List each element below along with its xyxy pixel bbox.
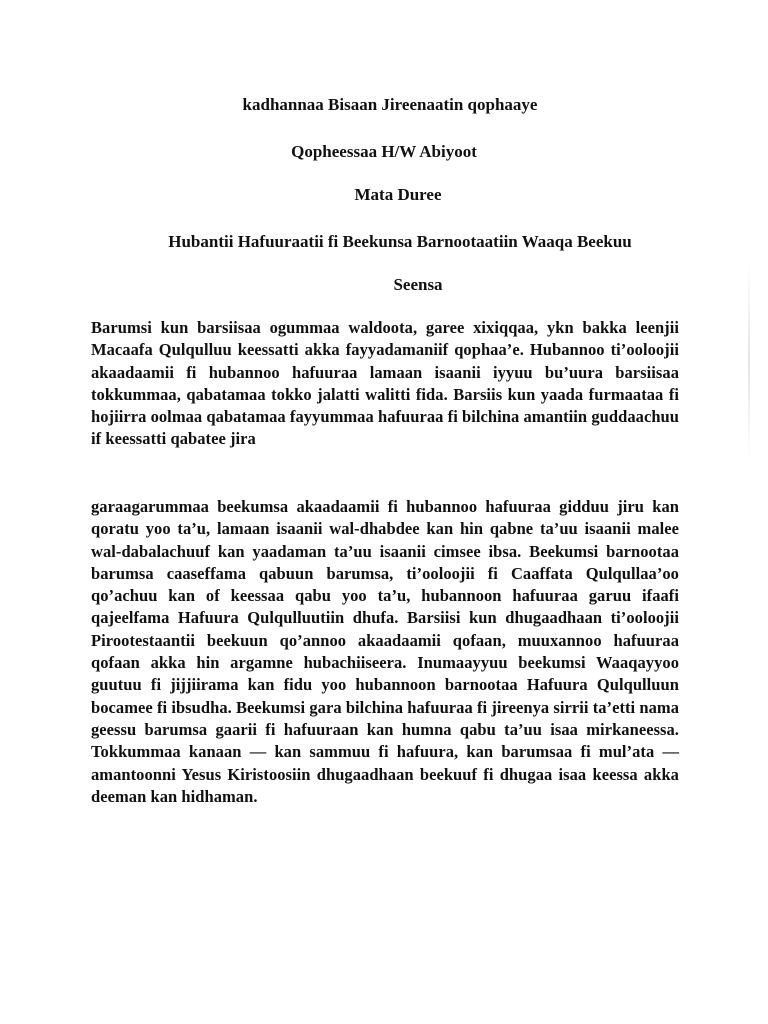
- subject-line: Hubantii Hafuuraatii fi Beekunsa Barnootaatiin Waaqa Beekuu: [168, 232, 632, 251]
- page-edge-shadow: [748, 262, 750, 462]
- body-paragraph-intro: Barumsi kun barsiisaa ogummaa waldoota, garee xixiqqaa, ykn bakka leenjii Macaafa Qulqulluu keessatti akka fayyadamaniif qophaa’e. Hubannoo ti’ooloojii akaadaamii fi hubannoo hafuuraa lamaan isaanii iyyuu bu’uura barsiisaa tokkummaa, qabatamaa tokko jalatti walitti fida. Barsiis kun yaada furmaataa fi hojiirra oolmaa qabatamaa fayyummaa hafuuraa fi bilchina amantiin guddaachuu if keessatti qabatee jira: [91, 318, 679, 449]
- author-line: Qopheessaa H/W Abiyoot: [291, 142, 477, 161]
- document-title: kadhannaa Bisaan Jireenaatin qophaaye: [242, 95, 538, 114]
- section-heading: Seensa: [393, 275, 443, 294]
- body-paragraph-main: garaagarummaa beekumsa akaadaamii fi hubannoo hafuuraa gidduu jiru kan qoratu yoo ta’u, lamaan isaanii wal-dhabdee kan hin qabne ta’uu isaanii malee wal-dabalachuuf kan yaadaman ta’uu isaanii cimsee ibsa. Beekumsi barnootaa barumsa caaseffama qabuun barumsa, ti’ooloojii fi Caaffata Qulqullaa’oo qo’achuu kan of keessaa qabu yoo ta’u, hubannoon hafuuraa garuu ifaafi qajeelfama Hafuura Qulqulluutiin dhufa. Barsiisi kun dhugaadhaan ti’ooloojii Pirootestaantii beekuun qo’annoo akaadaamii qofaan, muuxannoo hafuuraa qofaan akka hin argamne hubachiiseera. Inumaayyuu beekumsi Waaqayyoo guutuu fi jijjiirama kan fidu yoo hubannoon barnootaa Hafuura Qulqulluun bocamee fi ibsudha. Beekumsi gara bilchina hafuuraa fi jireenya sirrii ta’etti nama geessu barumsa gaarii fi hafuuraan kan humna qabu ta’uu isaa mirkaneessa. Tokkummaa kanaan — kan sammuu fi hafuura, kan barumsaa fi mul’ata — amantoonni Yesus Kiristoosiin dhugaadhaan beekuuf fi dhugaa isaa keessa akka deeman kan hidhaman.: [91, 497, 679, 806]
- name-line: Mata Duree: [354, 185, 442, 204]
